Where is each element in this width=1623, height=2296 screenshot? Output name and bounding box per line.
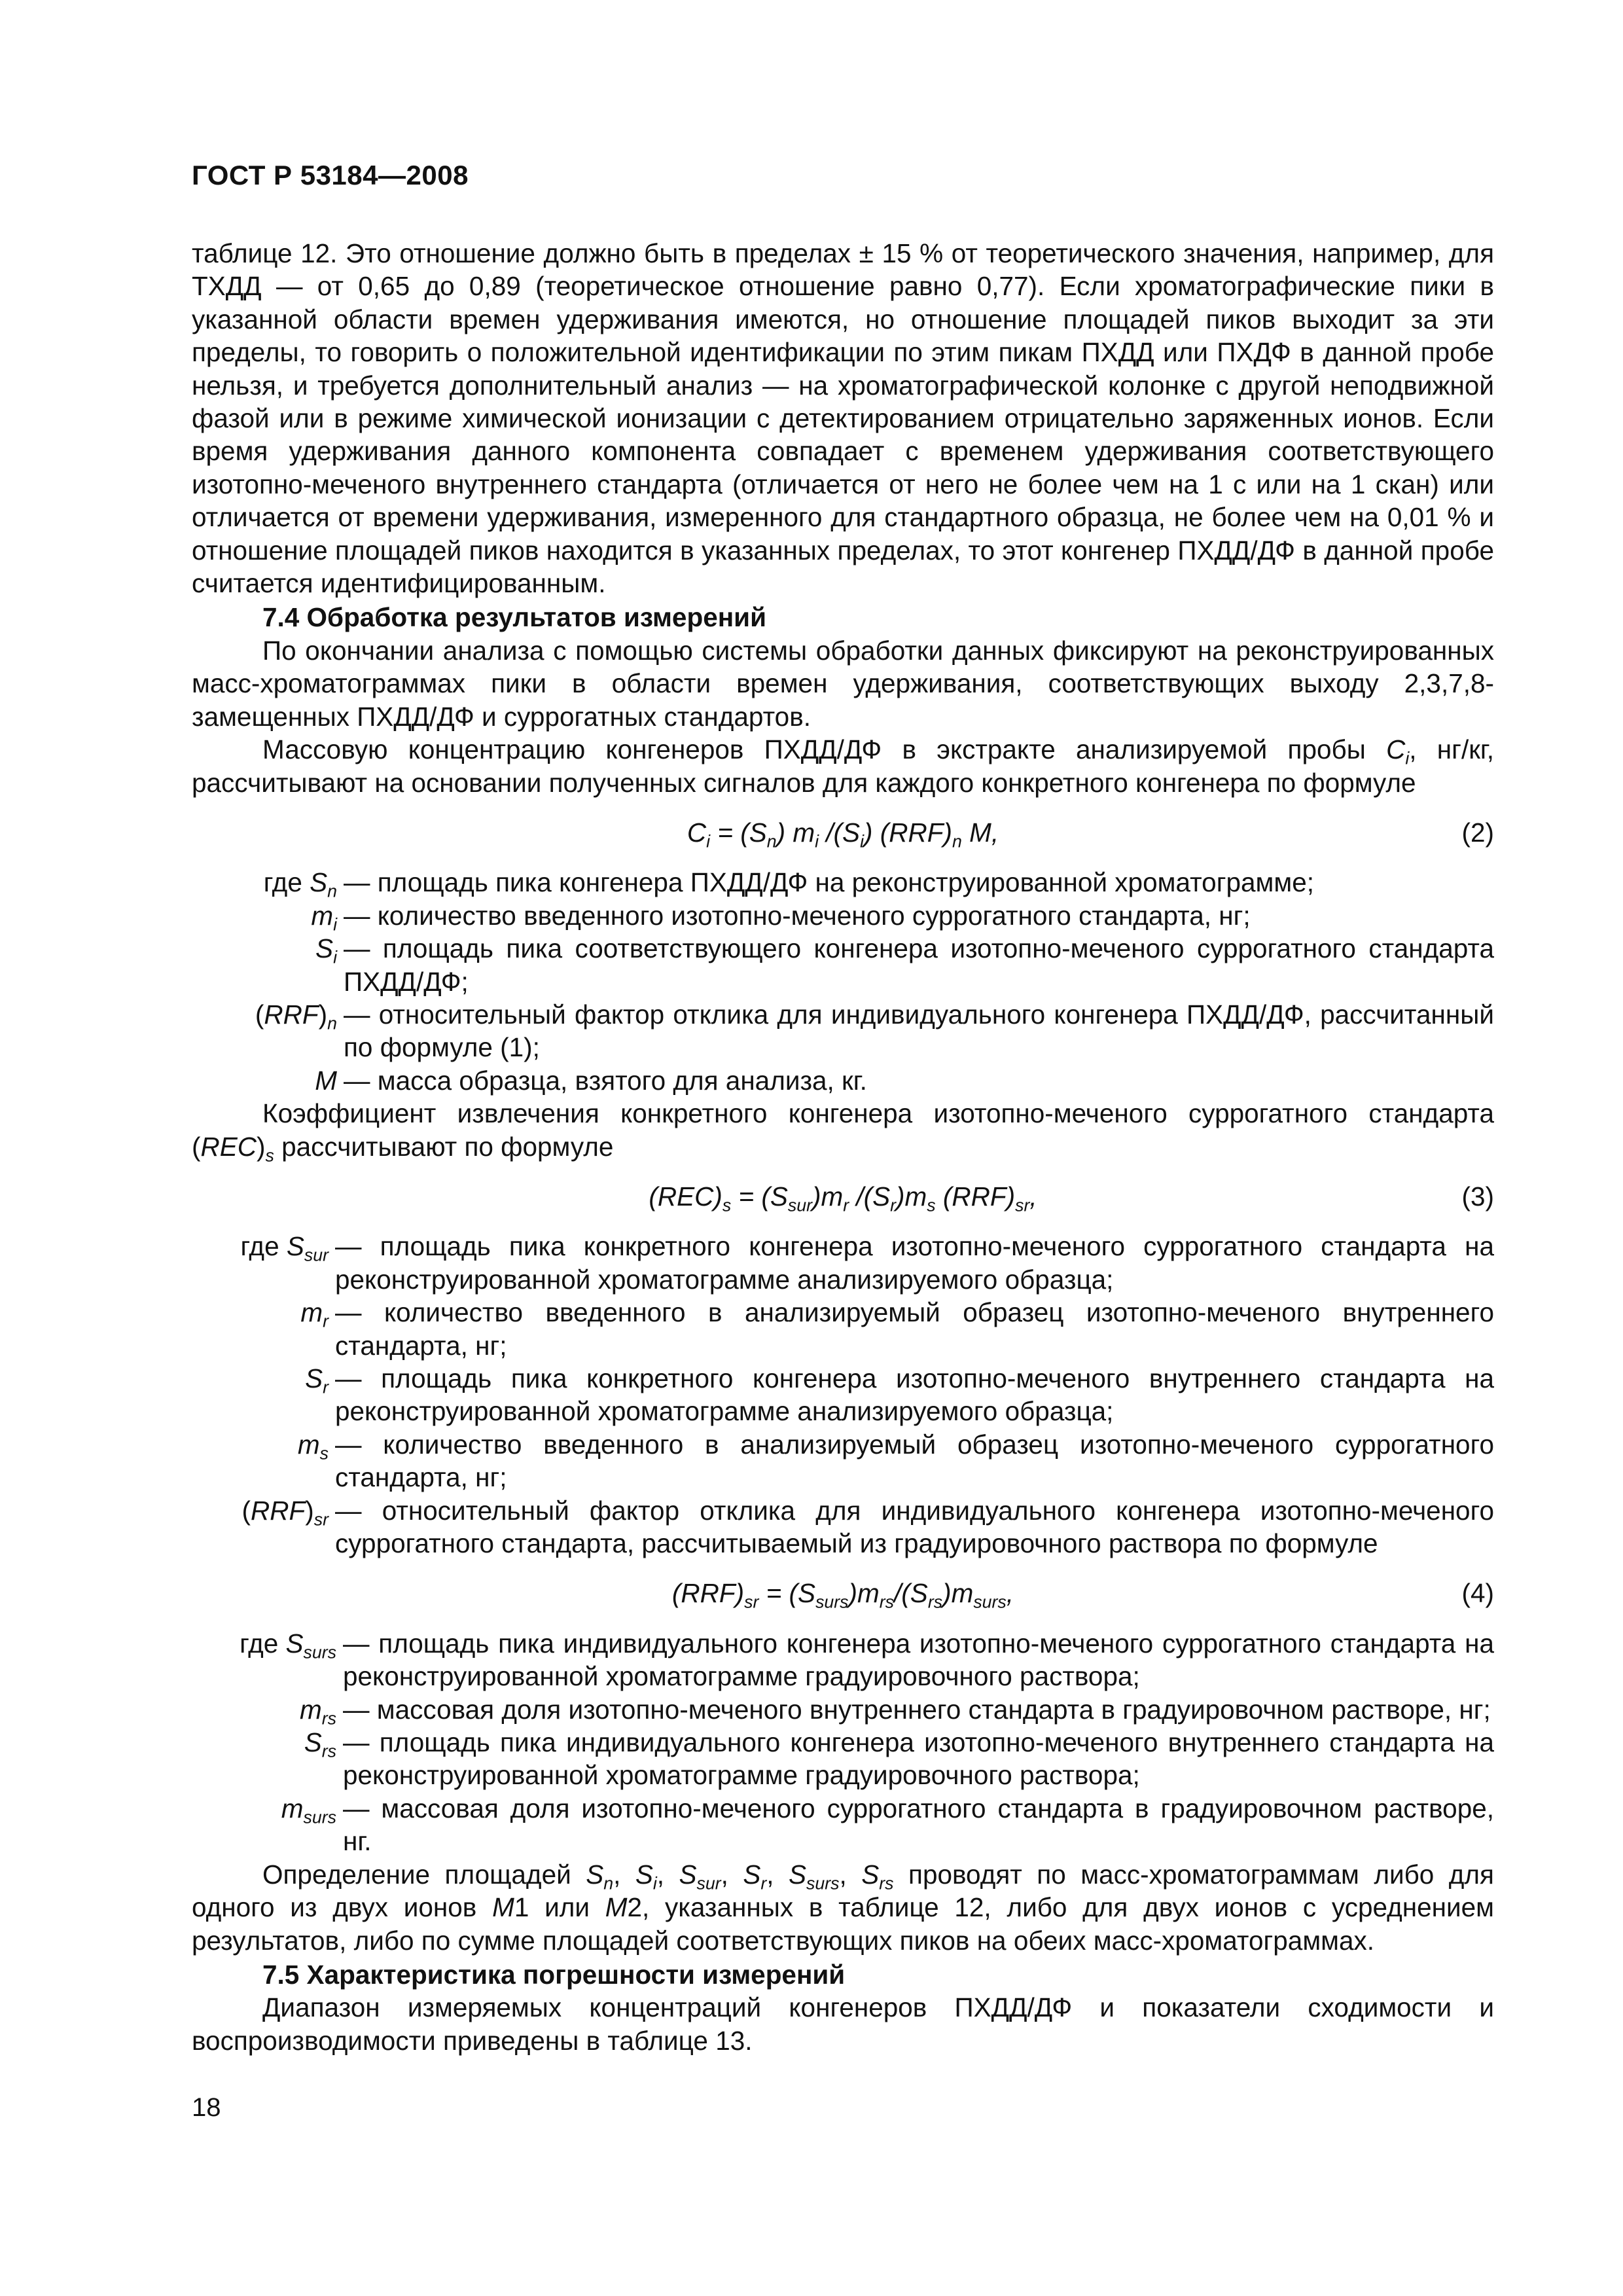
formula-number: (3)	[1461, 1181, 1494, 1211]
definition-item: $m_i$ — количество введенного изотопно-меченого суррогатного стандарта, нг;	[311, 900, 1251, 935]
definition-item: $m_r$ — количество введенного в анализируемый образец изотопно-меченого внутреннего стандарта, нг;	[300, 1297, 1494, 1361]
formula-3: $(REC)_s = (S_{sur})m_r$ $/(S_r)m_s$ $(RRF)_{sr}$, (3)	[649, 1181, 1494, 1215]
paragraph: Массовую концентрацию конгенеров ПХДД/ДФ в экстракте анализируемой пробы $C_i$, нг/кг, рассчитывают на основании полученных сигналов для каждого конкретного конгенера по формуле	[192, 734, 1494, 798]
definitions-formula-2	[192, 866, 1494, 1097]
definition-item: M — масса образца, взятого для анализа, кг.	[315, 1065, 867, 1096]
definition-item: $(RRF)_{sr}$ — относительный фактор отклика для индивидуального конгенера изотопно-меченого суррогатного стандарта, рассчитываемый из градуировочного раствора по формуле	[241, 1495, 1494, 1559]
definition-item: $S_r$ — площадь пика конкретного конгенера изотопно-меченого внутреннего стандарта на реконструированной хроматограмме анализируемого образца;	[305, 1363, 1494, 1427]
definition-item: $m_{rs}$ — массовая доля изотопно-меченого внутреннего стандарта в градуировочном растворе, нг;	[299, 1694, 1491, 1729]
definition-item: где $S_n$ — площадь пика конгенера ПХДД/ДФ на реконструированной хроматограмме;	[263, 867, 1314, 901]
section-7-5-title: 7.5 Характеристика погрешности измерений	[262, 1959, 846, 1990]
formula-2: $C_i = (S_n)$ $m_i$ $/(S_i)$ $(RRF)_n$ M, (2)	[687, 817, 1494, 852]
intro-paragraph: таблице 12. Это отношение должно быть в пределах ± 15 % от теоретического значения, например, для ТХДД — от 0,65 до 0,89 (теоретическое отношение равно 0,77). Если хроматографические пики в указанной области времен удерживания имеются, но отношение площадей пиков выходит за эти пределы, то говорить о положительной идентификации по этим пикам ПХДД или ПХДФ в данной пробе нельзя, и требуется дополнительный анализ — на хроматографической колонке с другой неподвижной фазой или в режиме химической ионизации с детектированием отрицательно заряженных ионов. Если время удерживания данного компонента совпадает с временем удерживания соответствующего изотопно-меченого внутреннего стандарта (отличается от него не более чем на 1 с или на 1 скан) или отличается от времени удерживания, измеренного для стандартного образца, не более чем на 0,01 % и отношение площадей пиков находится в указанных пределах, то этот конгенер ПХДД/ДФ в данной пробе считается идентифицированным.	[192, 238, 1494, 599]
definition-item: где $S_{surs}$ — площадь пика индивидуального конгенера изотопно-меченого суррогатного стандарта на реконструированной хроматограмме градуировочного раствора;	[240, 1628, 1494, 1692]
definition-item: $m_s$ — количество введенного в анализируемый образец изотопно-меченого суррогатного стандарта, нг;	[297, 1429, 1494, 1493]
definition-item: $(RRF)_n$ — относительный фактор отклика для индивидуального конгенера ПХДД/ДФ, рассчитанный по формуле (1);	[255, 999, 1494, 1063]
definitions-formula-4	[192, 1627, 1494, 1858]
definition-item: $S_i$ — площадь пика соответствующего конгенера изотопно-меченого суррогатного стандарта ПХДД/ДФ;	[315, 933, 1494, 997]
definition-item: $m_{surs}$ — массовая доля изотопно-меченого суррогатного стандарта в градуировочном растворе, нг.	[281, 1793, 1494, 1857]
paragraph: По окончании анализа с помощью системы обработки данных фиксируют на реконструированных масс-хроматограммах пики в области времен удерживания, соответствующих выходу 2,3,7,8-замещенных ПХДД/ДФ и суррогатных стандартов.	[192, 635, 1494, 732]
definition-item: $S_{rs}$ — площадь пика индивидуального конгенера изотопно-меченого внутреннего стандарта на реконструированной хроматограмме градуировочного раствора;	[304, 1727, 1494, 1791]
formula-number: (4)	[1461, 1578, 1494, 1609]
formula-4: $(RRF)_{sr} = (S_{surs})m_{rs}/(S_{rs})m_{surs}$, (4)	[671, 1578, 1494, 1612]
paragraph: Определение площадей $S_n$, $S_i$, $S_{sur}$, $S_r$, $S_{surs}$, $S_{rs}$ проводят по масс-хроматограммам либо для одного из двух ионов M1 или M2, указанных в таблице 12, либо для двух ионов с усреднением результатов, либо по сумме площадей соответствующих пиков на обеих масс-хроматограммах.	[192, 1859, 1494, 1956]
definition-item: где $S_{sur}$ — площадь пика конкретного конгенера изотопно-меченого суррогатного стандарта на реконструированной хроматограмме анализируемого образца;	[240, 1231, 1494, 1295]
paragraph: Диапазон измеряемых концентраций конгенеров ПХДД/ДФ и показатели сходимости и воспроизводимости приведены в таблице 13.	[192, 1992, 1494, 2056]
page-number: 18	[192, 2093, 221, 2122]
definitions-formula-3	[192, 1230, 1494, 1560]
paragraph: Коэффициент извлечения конкретного конгенера изотопно-меченого суррогатного стандарта $(REC)_s$ рассчитывают по формуле	[192, 1098, 1494, 1166]
document-body	[192, 237, 1494, 2057]
section-7-4-title: 7.4 Обработка результатов измерений	[262, 602, 766, 633]
formula-number: (2)	[1461, 817, 1494, 848]
document-header: ГОСТ Р 53184—2008	[192, 160, 469, 190]
